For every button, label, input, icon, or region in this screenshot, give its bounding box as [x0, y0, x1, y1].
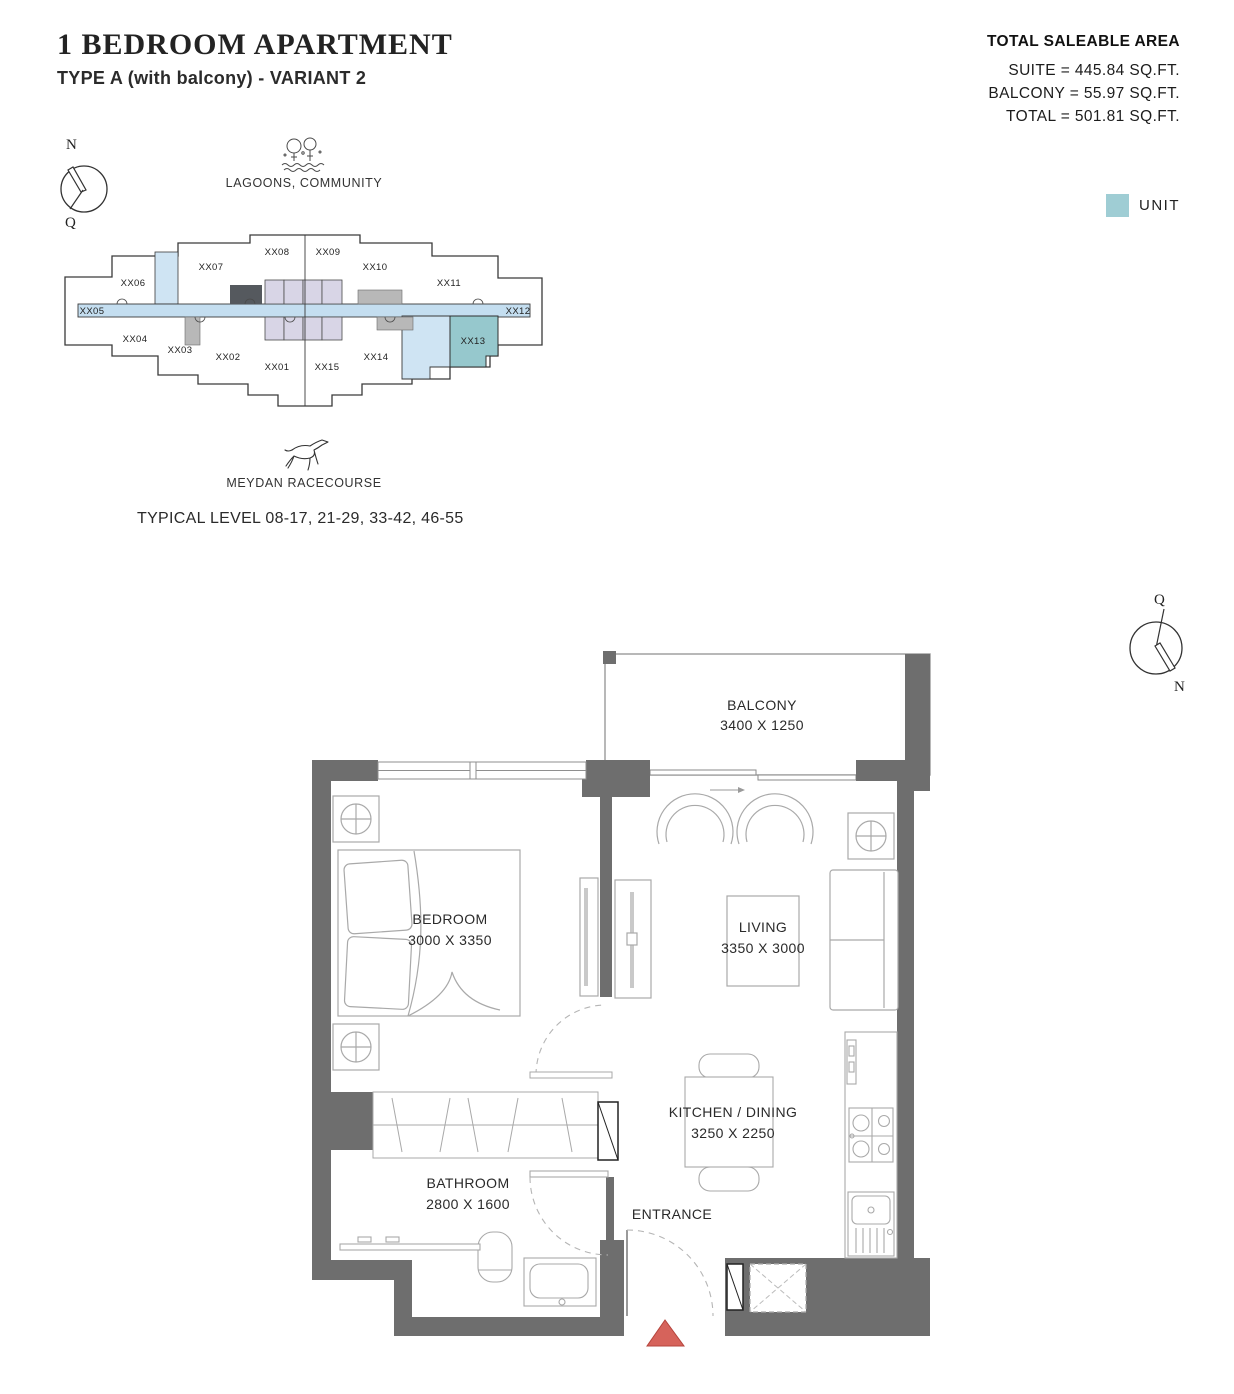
kitchen-fixtures [845, 1032, 897, 1258]
bedroom-label: BEDROOM [412, 911, 488, 927]
keyplan-unit-label: XX11 [436, 278, 462, 289]
compass-n-label: N [1174, 679, 1185, 695]
keyplan-tinted-unit-left [155, 252, 178, 304]
keyplan-unit-label: XX12 [505, 306, 531, 317]
compass-q-label: Q [65, 215, 76, 229]
bathroom-door-arc [530, 1177, 608, 1255]
lagoons-icon [276, 137, 332, 173]
typical-level-note: TYPICAL LEVEL 08-17, 21-29, 33-42, 46-55 [137, 510, 464, 527]
keyplan-unit-label: XX07 [198, 262, 224, 273]
living-label: LIVING [738, 919, 788, 935]
kitchen-dining-label: KITCHEN / DINING [668, 1104, 798, 1120]
keyplan-unit-label: XX03 [167, 345, 193, 356]
wardrobe [373, 1092, 598, 1158]
keyplan-unit-label: XX09 [315, 247, 341, 258]
bedroom-door-shelf [530, 1072, 612, 1078]
area-total: TOTAL = 501.81 SQ.FT. [1006, 108, 1180, 125]
hall-shaft [598, 1102, 618, 1160]
kitchen-dining-dims: 3250 X 2250 [691, 1125, 775, 1141]
racecourse-label: MEYDAN RACECOURSE [226, 476, 382, 490]
living-dims: 3350 X 3000 [721, 940, 805, 956]
keyplan-unit-label: XX15 [314, 362, 340, 373]
keyplan-unit-label: XX06 [120, 278, 146, 289]
unit-legend [1106, 194, 1180, 217]
unit-color-swatch [1106, 194, 1129, 217]
keyplan-unit-label: XX05 [79, 306, 105, 317]
racehorse-icon [280, 436, 332, 474]
dining-set [685, 1054, 773, 1191]
bedroom-door-arc [536, 1005, 606, 1075]
bathroom-fixtures [340, 1171, 608, 1306]
bathroom-dims: 2800 X 1600 [426, 1196, 510, 1212]
bedroom-window [378, 762, 586, 779]
keyplan-unit-label: XX02 [215, 352, 241, 363]
unit-legend-label: UNIT [1139, 197, 1180, 214]
lagoons-label: LAGOONS, COMMUNITY [225, 176, 383, 190]
building-key-plan [60, 232, 550, 417]
entrance-door [627, 1230, 713, 1316]
page-title: 1 BEDROOM APARTMENT [57, 28, 453, 61]
keyplan-corridor [78, 304, 530, 317]
keyplan-unit-label: XX08 [264, 247, 290, 258]
area-balcony: BALCONY = 55.97 SQ.FT. [988, 85, 1180, 102]
keyplan-unit-label: XX14 [363, 352, 389, 363]
area-suite: SUITE = 445.84 SQ.FT. [1008, 62, 1180, 79]
compass-n-label: N [66, 137, 77, 153]
entrance-shaft [727, 1264, 806, 1312]
page-subtitle: TYPE A (with balcony) - VARIANT 2 [57, 68, 367, 88]
compass-top-left-icon [52, 133, 114, 229]
keyplan-unit-label: XX13 [460, 336, 486, 347]
bathroom-label: BATHROOM [426, 1175, 510, 1191]
living-furniture [657, 794, 898, 1010]
entrance-label: ENTRANCE [631, 1206, 713, 1222]
bedroom-dims: 3000 X 3350 [408, 932, 492, 948]
compass-q-label: Q [1154, 592, 1165, 608]
entrance-marker-triangle [647, 1320, 684, 1346]
compass-bottom-right-icon [1122, 588, 1198, 708]
saleable-area-panel [987, 33, 1180, 128]
keyplan-unit-label: XX10 [362, 262, 388, 273]
area-heading: TOTAL SALEABLE AREA [986, 33, 1180, 50]
balcony-dims: 3400 X 1250 [720, 717, 804, 733]
balcony-label: BALCONY [727, 697, 797, 713]
apartment-floor-plan [300, 630, 950, 1390]
keyplan-unit-label: XX04 [122, 334, 148, 345]
keyplan-unit-label: XX01 [264, 362, 290, 373]
